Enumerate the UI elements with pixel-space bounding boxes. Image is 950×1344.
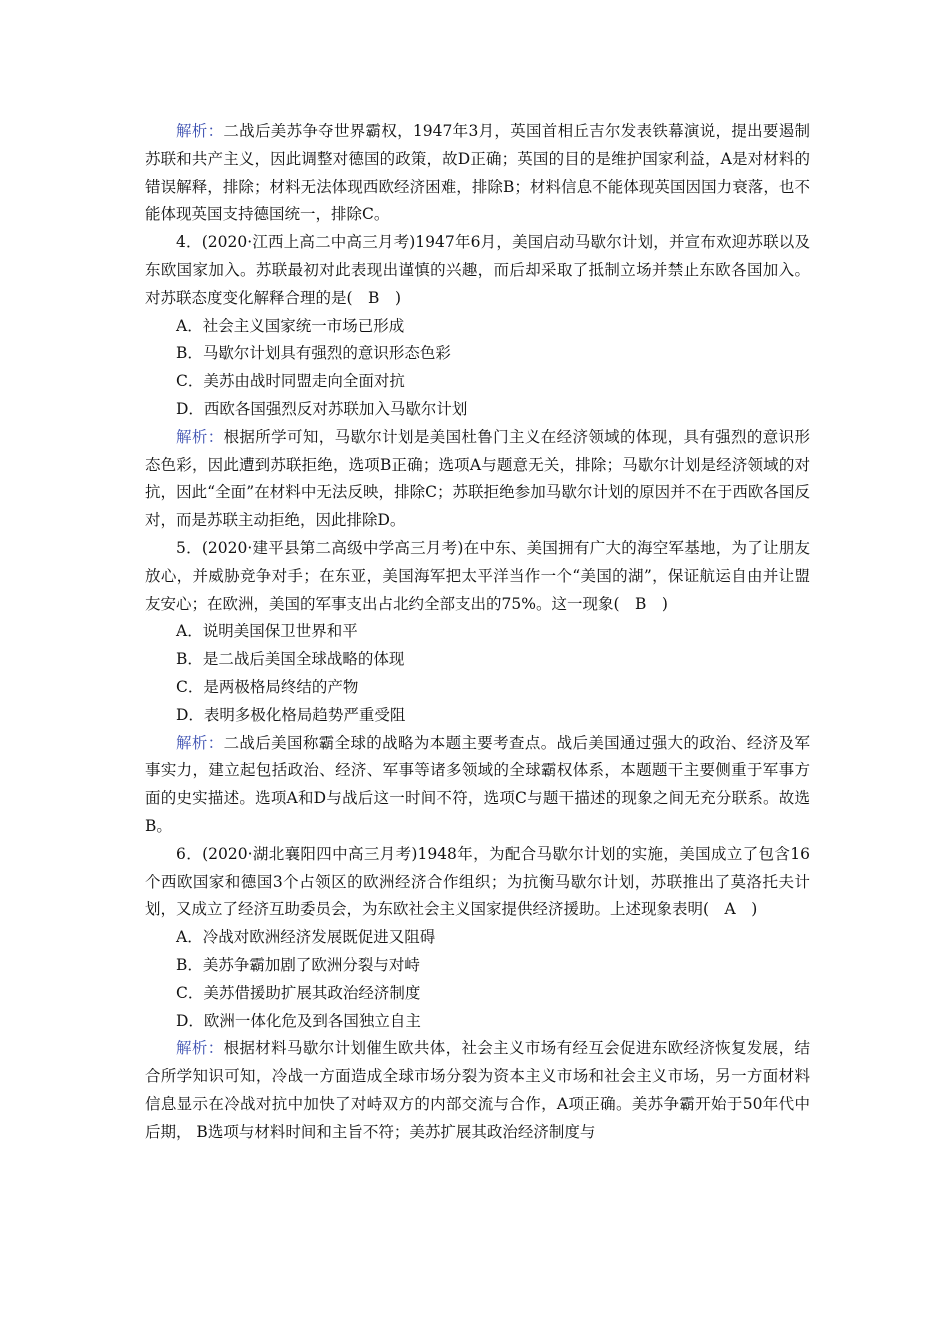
option-b: B．是二战后美国全球战略的体现 bbox=[176, 650, 405, 669]
analysis-label: 解析： bbox=[176, 122, 224, 140]
analysis-text: 根据材料马歇尔计划催生欧共体，社会主义市场有经互会促进东欧经济恢复发展，结合所学知识可知，冷战一方面造成全球市场分裂为资本主义市场和社会主义市场，另一方面材料信息显示在冷战对抗中加快了对峙双方的内部交流与合作，A项正确。美苏争霸开始于50年代中后期， B选项与材料时间和主旨不符；美苏扩展其政治经济制度与 bbox=[145, 1039, 810, 1141]
question-stem: 5．(2020·建平县第二高级中学高三月考)在中东、美国拥有广大的海空军基地，为了让朋友放心，并威胁竞争对手；在东亚，美国海军把太平洋当作一个“美国的湖”，保证航运自由并让盟友安心；在欧洲，美国的军事支出占北约全部支出的75%。这一现象( B ) bbox=[145, 538, 810, 613]
question-stem: 6．(2020·湖北襄阳四中高三月考)1948年，为配合马歇尔计划的实施，美国成立了包含16个西欧国家和德国3个占领区的欧洲经济合作组织；为抗衡马歇尔计划，苏联推出了莫洛托夫计划，又成立了经济互助委员会，为东欧社会主义国家提供经济援助。上述现象表明( A ) bbox=[145, 844, 810, 919]
analysis-label: 解析： bbox=[176, 427, 224, 446]
analysis-paragraph bbox=[145, 1035, 810, 1146]
analysis-text: 二战后美苏争夺世界霸权，1947年3月，英国首相丘吉尔发表铁幕演说，提出要遏制苏联和共产主义，因此调整对德国的政策，故D正确；英国的目的是维护国家利益，A是对材料的错误解释，排除；材料无法体现西欧经济困难，排除B；材料信息不能体现英国因国力衰落，也不能体现英国支持德国统一，排除C。 bbox=[145, 122, 810, 224]
option-c: C．是两极格局终结的产物 bbox=[176, 677, 359, 696]
option-a: A．社会主义国家统一市场已形成 bbox=[176, 316, 405, 335]
analysis-label: 解析： bbox=[176, 1039, 224, 1058]
analysis-paragraph bbox=[145, 118, 810, 229]
option-a: A．冷战对欧洲经济发展既促进又阻碍 bbox=[176, 928, 436, 947]
option-d: D．表明多极化格局趋势严重受阻 bbox=[176, 705, 406, 724]
option-d: D．欧洲一体化危及到各国独立自主 bbox=[176, 1011, 421, 1030]
option-c: C．美苏由战时同盟走向全面对抗 bbox=[176, 372, 405, 391]
option-d: D．西欧各国强烈反对苏联加入马歇尔计划 bbox=[176, 399, 468, 418]
analysis-label: 解析： bbox=[176, 733, 224, 752]
analysis-paragraph bbox=[145, 730, 810, 841]
option-b: B．美苏争霸加剧了欧洲分裂与对峙 bbox=[176, 955, 420, 974]
question-stem: 4．(2020·江西上高二中高三月考)1947年6月，美国启动马歇尔计划，并宣布欢迎苏联以及东欧国家加入。苏联最初对此表现出谨慎的兴趣，而后却采取了抵制立场并禁止东欧各国加入。对苏联态度变化解释合理的是( B ) bbox=[145, 233, 810, 307]
analysis-text: 二战后美国称霸全球的战略为本题主要考查点。战后美国通过强大的政治、经济及军事实力，建立起包括政治、经济、军事等诸多领域的全球霸权体系，本题题干主要侧重于军事方面的史实描述。选项A和D与战后这一时间不符，选项C与题干描述的现象之间无充分联系。故选B。 bbox=[145, 733, 810, 835]
analysis-paragraph bbox=[145, 424, 810, 535]
option-b: B．马歇尔计划具有强烈的意识形态色彩 bbox=[176, 344, 451, 363]
document-page bbox=[145, 118, 810, 1146]
option-a: A．说明美国保卫世界和平 bbox=[176, 622, 358, 641]
option-c: C．美苏借援助扩展其政治经济制度 bbox=[176, 983, 421, 1002]
analysis-text: 根据所学可知，马歇尔计划是美国杜鲁门主义在经济领域的体现，具有强烈的意识形态色彩，因此遭到苏联拒绝，选项B正确；选项A与题意无关，排除；马歇尔计划是经济领域的对抗，因此“全面”在材料中无法反映，排除C；苏联拒绝参加马歇尔计划的原因并不在于西欧各国反对，而是苏联主动拒绝，因此排除D。 bbox=[145, 427, 810, 530]
